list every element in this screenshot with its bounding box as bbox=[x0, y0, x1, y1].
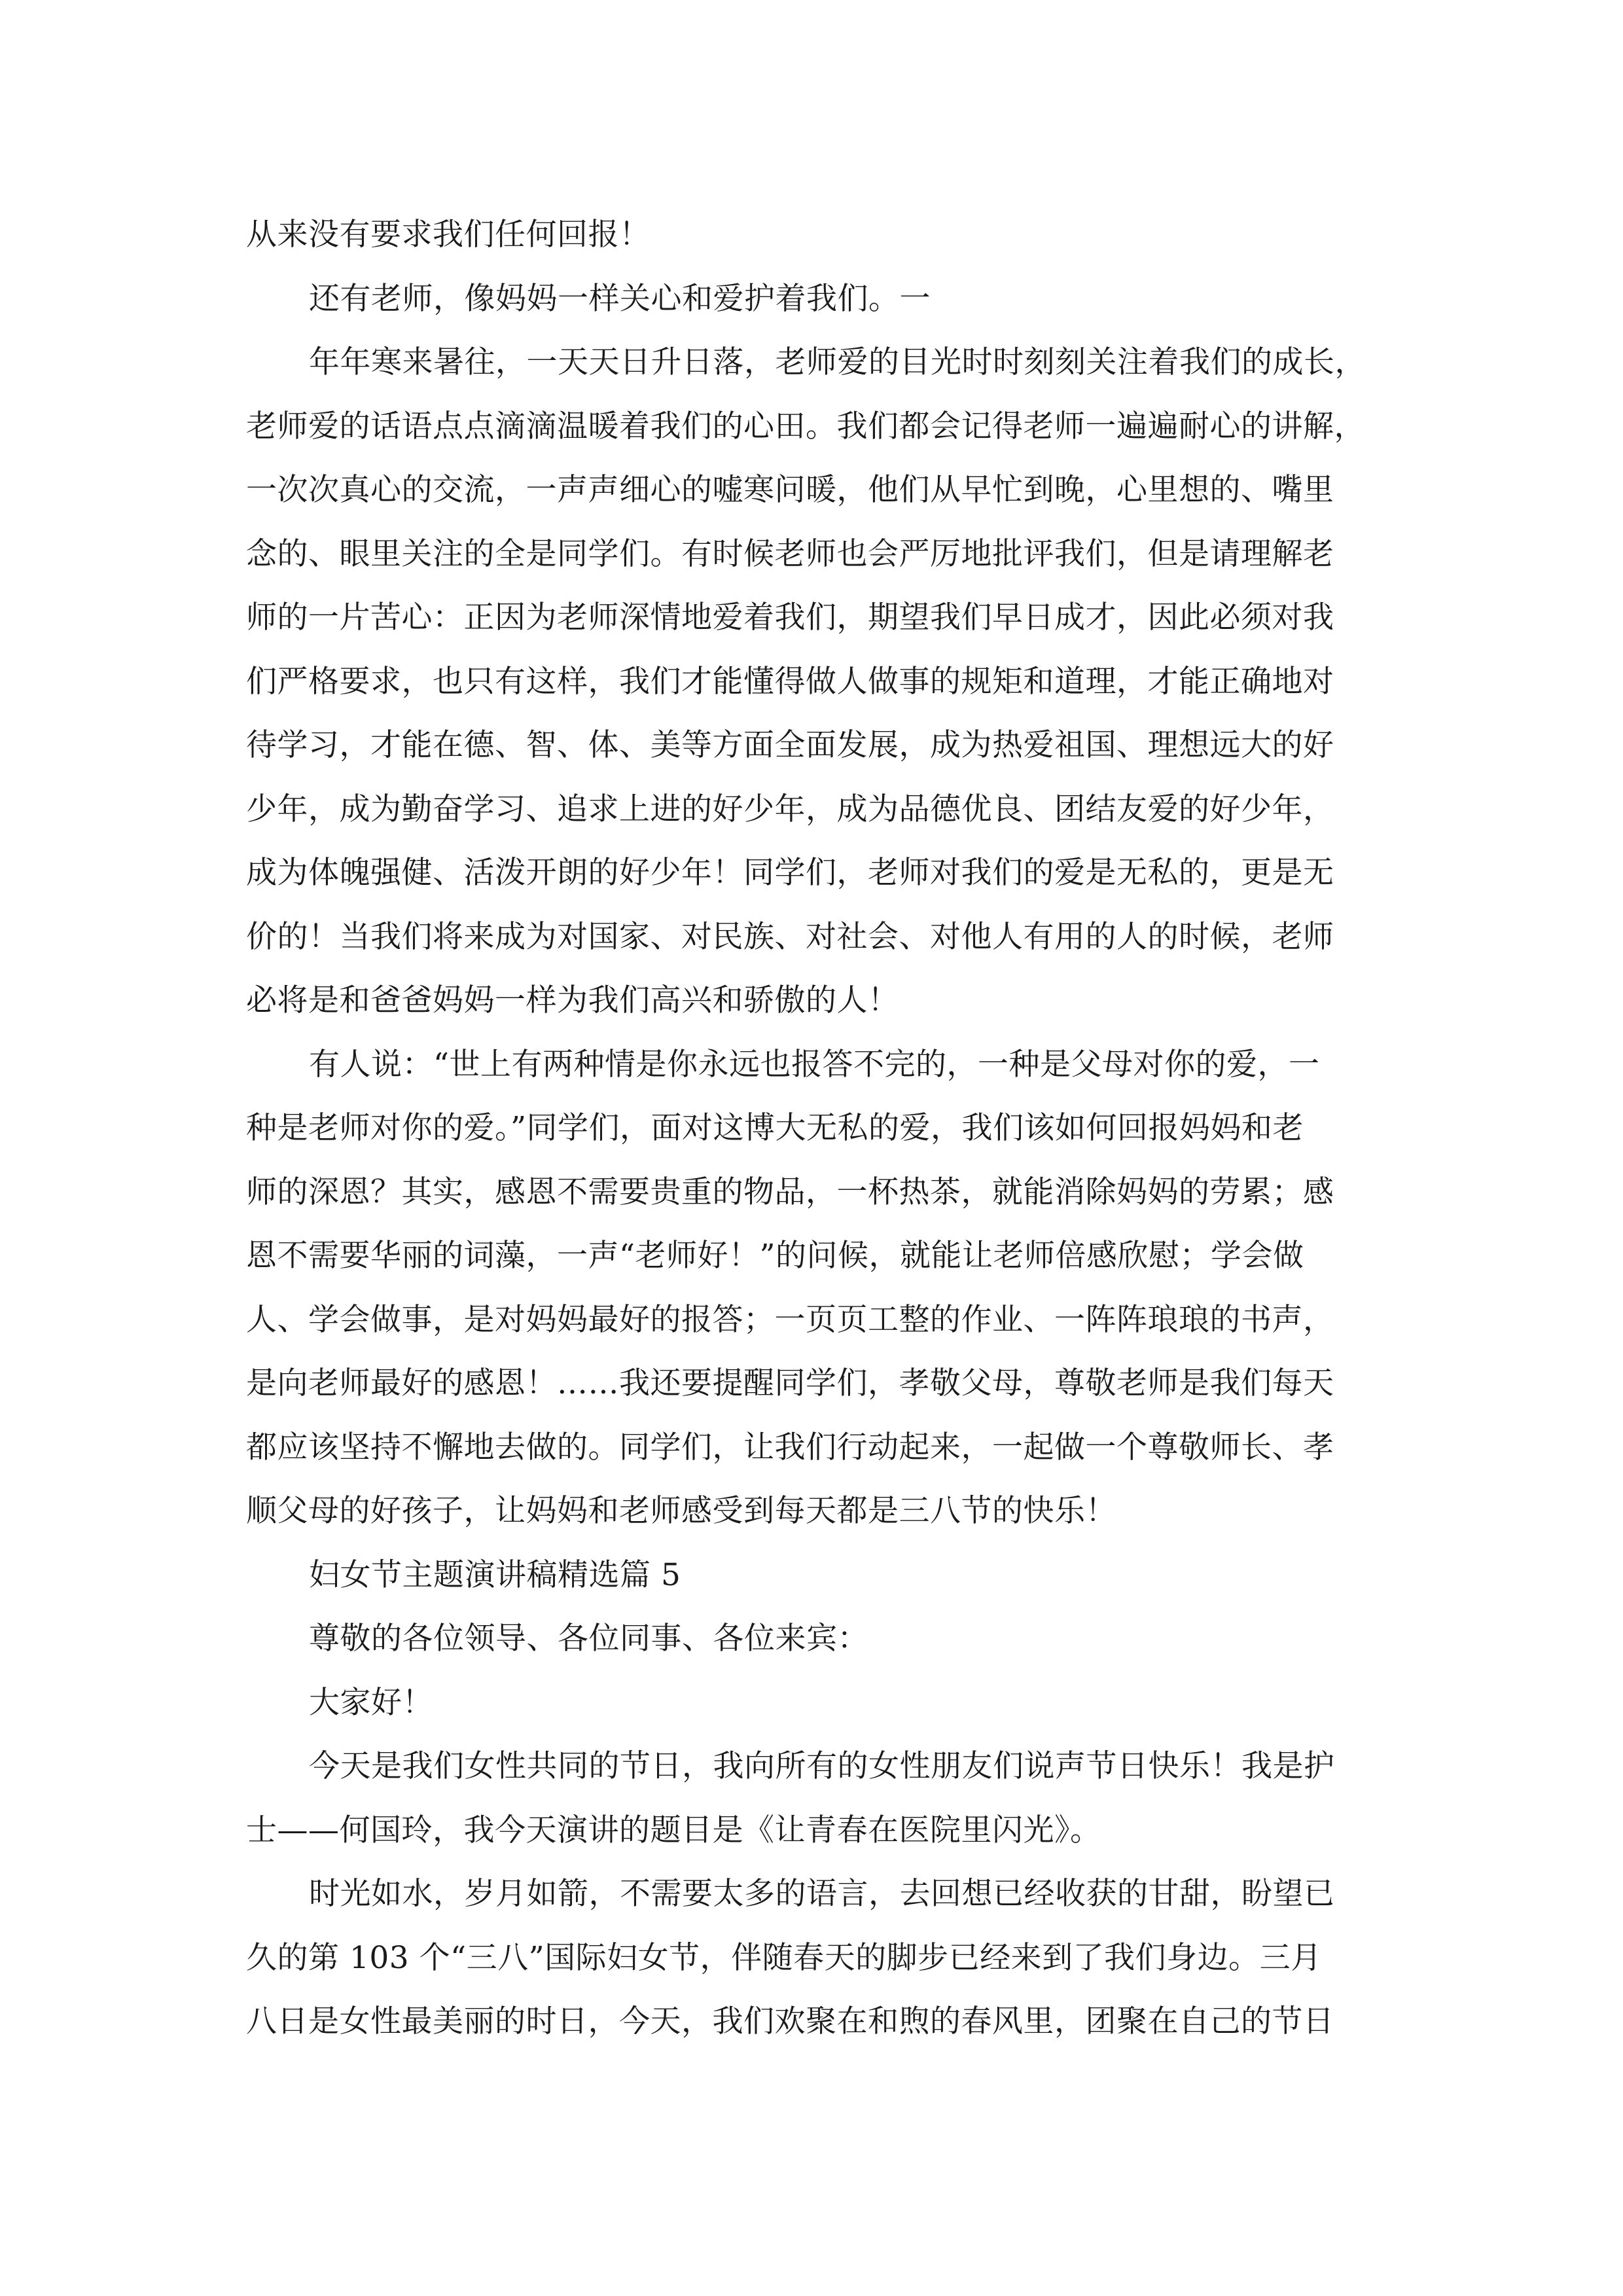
text-line: 师的深恩？其实，感恩不需要贵重的物品，一杯热茶，就能消除妈妈的劳累；感 bbox=[246, 1174, 1334, 1210]
text-line: 从来没有要求我们任何回报！ bbox=[246, 217, 651, 253]
text-line: 价的！当我们将来成为对国家、对民族、对社会、对他人有用的人的时候，老师 bbox=[246, 918, 1334, 955]
text-line: 今天是我们女性共同的节日，我向所有的女性朋友们说声节日快乐！我是护 bbox=[309, 1748, 1335, 1784]
text-line: 少年，成为勤奋学习、追求上进的好少年，成为品德优良、团结友爱的好少年， bbox=[246, 791, 1334, 827]
text-line: 成为体魄强健、活泼开朗的好少年！同学们，老师对我们的爱是无私的，更是无 bbox=[246, 855, 1334, 891]
text-line: 八日是女性最美丽的时日，今天，我们欢聚在和煦的春风里，团聚在自己的节日 bbox=[246, 2003, 1334, 2039]
text-line: 还有老师，像妈妈一样关心和爱护着我们。一 bbox=[309, 280, 931, 317]
text-line: 老师爱的话语点点滴滴温暖着我们的心田。我们都会记得老师一遍遍耐心的讲解， bbox=[246, 408, 1365, 444]
text-line: 人、学会做事，是对妈妈最好的报答；一页页工整的作业、一阵阵琅琅的书声， bbox=[246, 1301, 1334, 1338]
text-line: 大家好！ bbox=[309, 1684, 433, 1721]
text-line: 都应该坚持不懈地去做的。同学们，让我们行动起来，一起做一个尊敬师长、孝 bbox=[246, 1429, 1334, 1465]
text-line: 妇女节主题演讲稿精选篇 5 bbox=[309, 1556, 681, 1593]
text-line: 待学习，才能在德、智、体、美等方面全面发展，成为热爱祖国、理想远大的好 bbox=[246, 727, 1334, 763]
text-line: 顺父母的好孩子，让妈妈和老师感受到每天都是三八节的快乐！ bbox=[246, 1493, 1116, 1529]
text-line: 们严格要求，也只有这样，我们才能懂得做人做事的规矩和道理，才能正确地对 bbox=[246, 663, 1334, 700]
text-line: 必将是和爸爸妈妈一样为我们高兴和骄傲的人！ bbox=[246, 982, 899, 1018]
document-body bbox=[246, 203, 1385, 2054]
text-line: 恩不需要华丽的词藻，一声“老师好！”的问候，就能让老师倍感欣慰；学会做 bbox=[246, 1238, 1304, 1274]
text-line: 种是老师对你的爱。”同学们，面对这博大无私的爱，我们该如何回报妈妈和老 bbox=[246, 1110, 1304, 1146]
text-line: 念的、眼里关注的全是同学们。有时候老师也会严厉地批评我们，但是请理解老 bbox=[246, 535, 1334, 572]
text-line: 久的第 103 个“三八”国际妇女节，伴随春天的脚步已经来到了我们身边。三月 bbox=[246, 1939, 1322, 1976]
text-line: 尊敬的各位领导、各位同事、各位来宾： bbox=[309, 1621, 868, 1657]
text-line: 师的一片苦心：正因为老师深情地爱着我们，期望我们早日成才，因此必须对我 bbox=[246, 600, 1334, 636]
text-line: 是向老师最好的感恩！……我还要提醒同学们，孝敬父母，尊敬老师是我们每天 bbox=[246, 1365, 1334, 1401]
text-line: 年年寒来暑往，一天天日升日落，老师爱的目光时时刻刻关注着我们的成长， bbox=[309, 344, 1366, 380]
text-line: 士——何国玲，我今天演讲的题目是《让青春在医院里闪光》。 bbox=[246, 1812, 1101, 1848]
text-line: 时光如水，岁月如箭，不需要太多的语言，去回想已经收获的甘甜，盼望已 bbox=[309, 1876, 1335, 1912]
text-line: 有人说：“世上有两种情是你永远也报答不完的，一种是父母对你的爱，一 bbox=[309, 1046, 1320, 1083]
text-line: 一次次真心的交流，一声声细心的嘘寒问暖，他们从早忙到晚，心里想的、嘴里 bbox=[246, 472, 1334, 508]
